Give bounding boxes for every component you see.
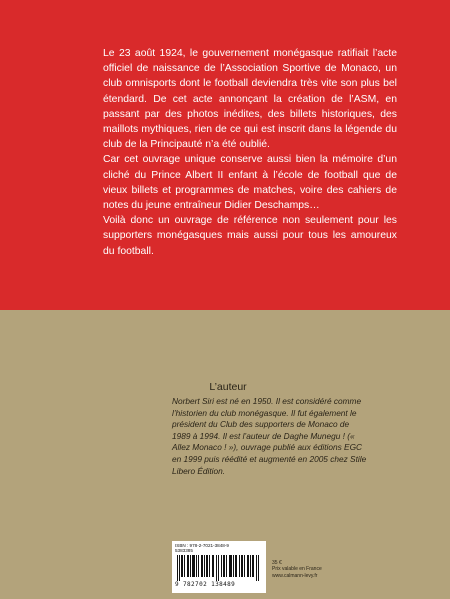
blurb-paragraph-3: Voilà donc un ouvrage de référence non seulement pour les supporters monégasques mais aussi pour tous les amoureux du football. (103, 215, 397, 257)
price-block (272, 560, 382, 579)
blurb-paragraph-1: Le 23 août 1924, le gouvernement monégasque ratifiait l’acte officiel de naissance de l’Association Sportive de Monaco, un club omnisports dont le football deviendra très vite son plus bel étendard. De cet acte annonçant la création de l’ASM, en passant par des photos inédites, des billets historiques, des maillots mythiques, rien de ce qui est inscrit dans la légende du club de la Principauté n’a été oublié. (103, 48, 397, 151)
isbn-text: ISBN : 978-2-7021-3848-9 (175, 543, 229, 548)
author-heading: L’auteur (209, 381, 247, 393)
blurb-paragraph-2: Car cet ouvrage unique conserve aussi bien la mémoire d’un cliché du Prince Albert II enfant à l’école de football que de vieux billets et programmes de matches, voire des cahiers de notes du jeune entraîneur Didier Deschamps… (103, 154, 397, 212)
internal-code-text: 5383385 (175, 548, 193, 554)
author-bio: Norbert Siri est né en 1950. Il est considéré comme l’historien du club monégasque. Il fut également le président du Club des supporters de Monaco de 1989 à 1994. Il est l’auteur de Daghe Munegu ! (« Allez Monaco ! »), ouvrage publié aux éditions EGC en 1999 puis réédité et augmenté en 2005 chez Stile Libero Édition. (172, 396, 367, 476)
price-amount: 35 € (272, 560, 282, 566)
barcode-label (172, 541, 266, 593)
price-note: Prix valable en France (272, 566, 322, 573)
barcode-bars (175, 555, 263, 581)
back-cover-blurb (103, 46, 397, 259)
publisher-website: www.calmann-levy.fr (272, 572, 318, 579)
ean-digits: 9 782702 138489 (175, 580, 236, 588)
